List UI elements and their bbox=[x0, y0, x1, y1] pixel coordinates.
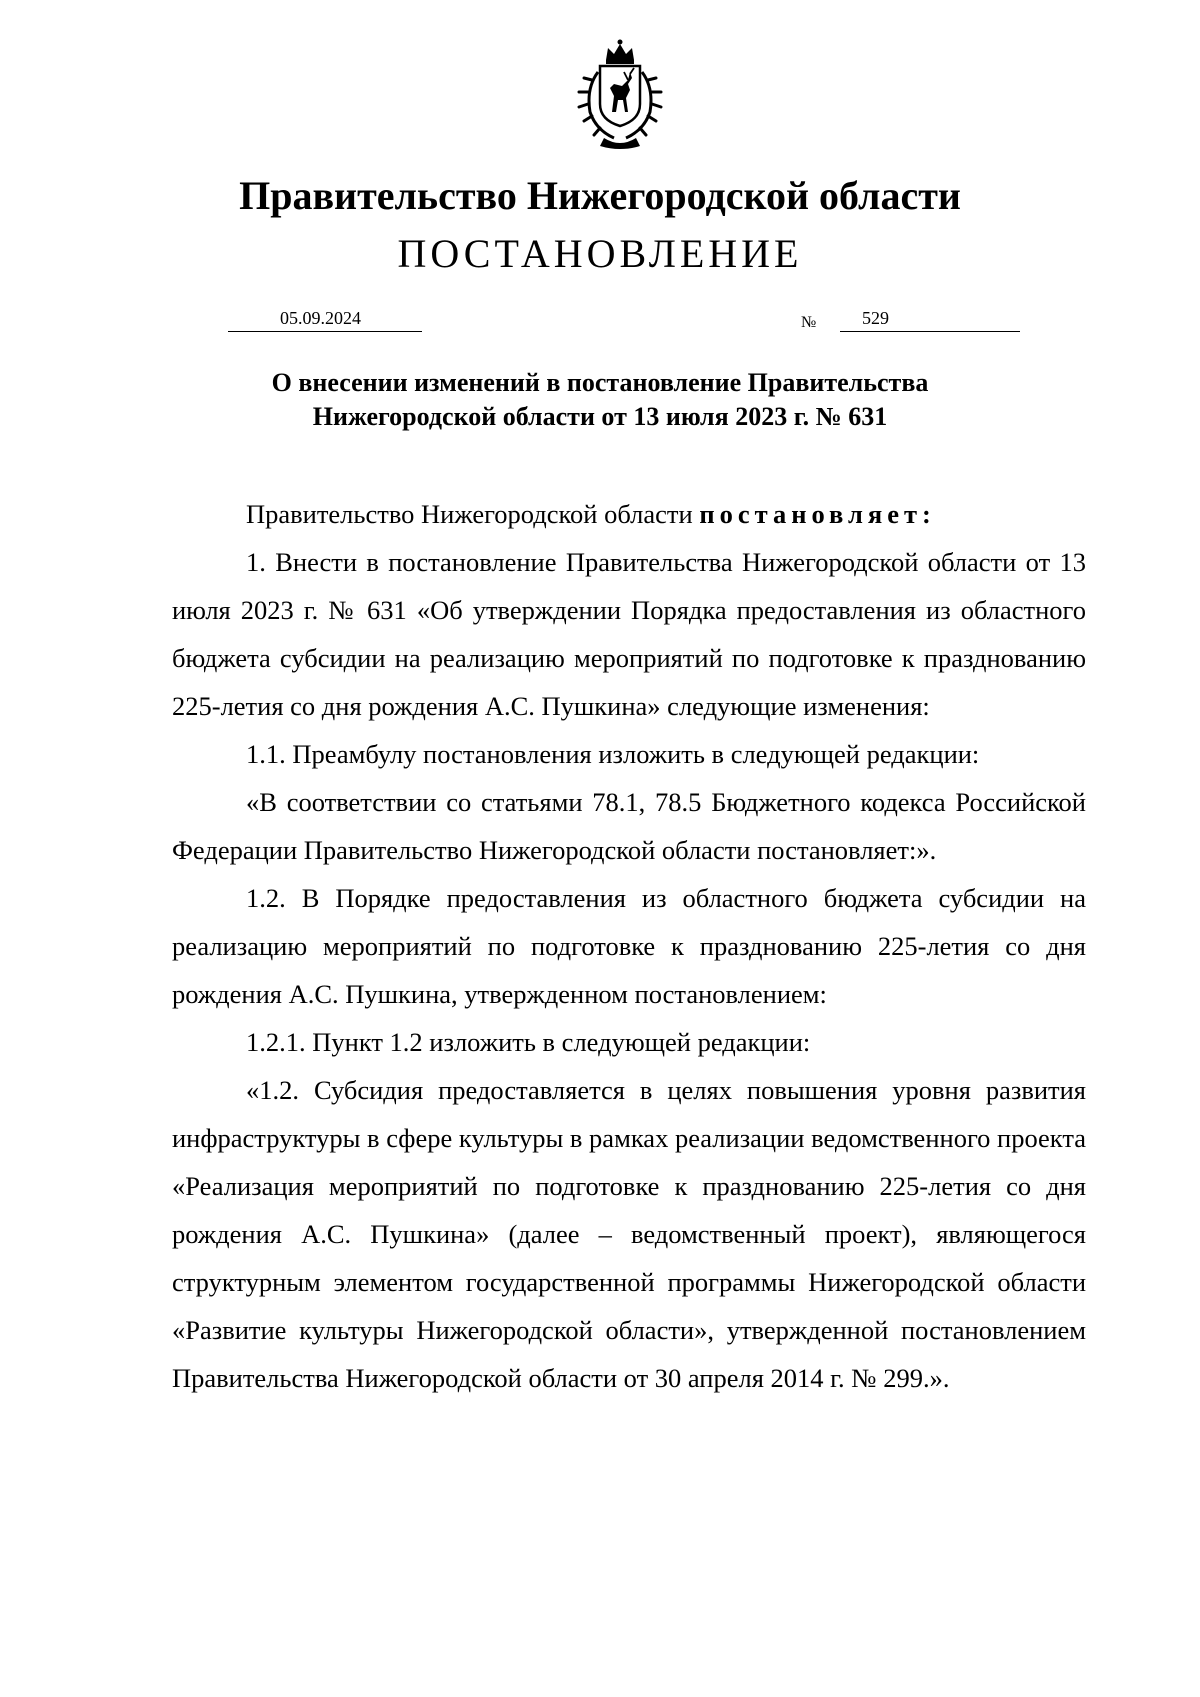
document-number: 529 bbox=[862, 308, 889, 328]
paragraph-1-2-1: 1.2.1. Пункт 1.2 изложить в следующей редакции: bbox=[246, 1027, 811, 1057]
document-type: ПОСТАНОВЛЕНИЕ bbox=[397, 231, 803, 276]
number-field bbox=[840, 307, 1020, 332]
document-subject bbox=[160, 366, 1040, 434]
paragraph-1-2-1-quote: «1.2. Субсидия предоставляется в целях повышения уровня развития инфраструктуры в сфере культуры в рамках реализации ведомственного проекта «Реализация мероприятий по подготовке к празднованию 225-летия со дня рождения А.С. Пушкина» (далее – ведомственный проект), являющегося структурным элементом государственной программы Нижегородской области «Развитие культуры Нижегородской области», утвержденной постановлением Правительства Нижегородской области от 30 апреля 2014 г. № 299.». bbox=[172, 1075, 1086, 1393]
intro-verb: постановляет: bbox=[699, 499, 936, 529]
paragraph-1-1-quote: «В соответствии со статьями 78.1, 78.5 Бюджетного кодекса Российской Федерации Правительство Нижегородской области постановляет:». bbox=[172, 787, 1086, 865]
organization-title: Правительство Нижегородской области bbox=[239, 173, 961, 218]
date-field bbox=[228, 307, 422, 332]
intro-paragraph bbox=[172, 490, 1086, 538]
paragraph-1-2: 1.2. В Порядке предоставления из областного бюджета субсидии на реализацию мероприятий по подготовке к празднованию 225-летия со дня рождения А.С. Пушкина, утвержденном постановлением: bbox=[172, 883, 1086, 1009]
paragraph-1: 1. Внести в постановление Правительства Нижегородской области от 13 июля 2023 г. № 631 «Об утверждении Порядка предоставления из областного бюджета субсидии на реализацию мероприятий по подготовке к празднованию 225-летия со дня рождения А.С. Пушкина» следующие изменения: bbox=[172, 547, 1086, 721]
subject-line-1: О внесении изменений в постановление Правительства bbox=[271, 368, 929, 397]
number-sign: № bbox=[801, 314, 817, 331]
subject-line-2: Нижегородской области от 13 июля 2023 г. № 631 bbox=[312, 402, 888, 431]
paragraph-1-1: 1.1. Преамбулу постановления изложить в следующей редакции: bbox=[246, 739, 980, 769]
document-date: 05.09.2024 bbox=[280, 308, 361, 328]
document-body bbox=[172, 490, 1086, 1402]
coat-of-arms-icon bbox=[570, 38, 670, 150]
intro-text: Правительство Нижегородской области bbox=[246, 499, 700, 529]
